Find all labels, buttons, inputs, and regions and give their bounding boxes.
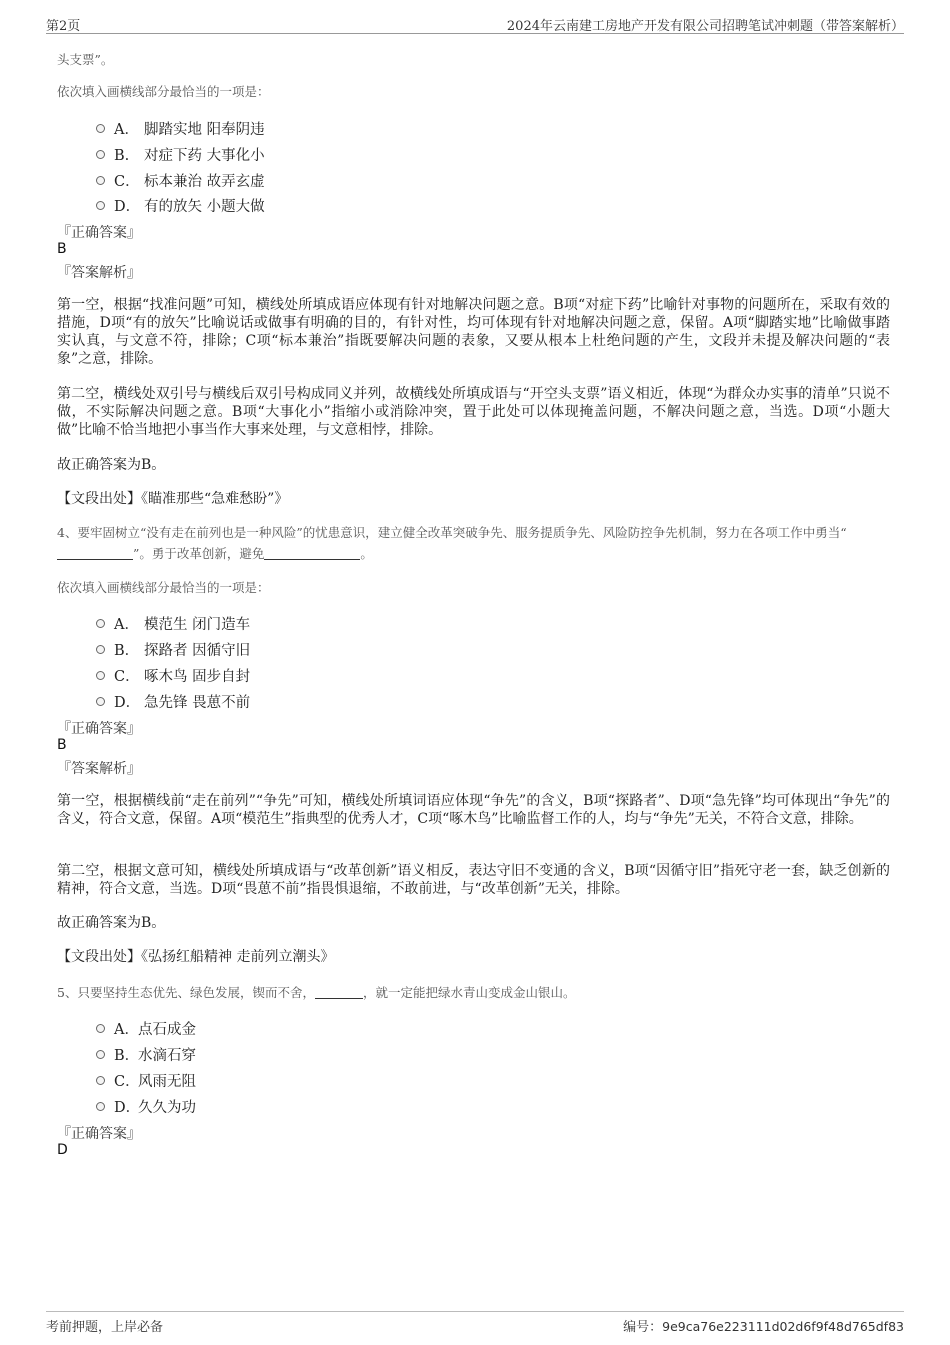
q5-stem-start: 5、只要坚持生态优先、绿色发展，锲而不舍， — [57, 985, 315, 1000]
q4-option-d[interactable] — [96, 691, 250, 712]
option-letter: D． — [114, 199, 141, 215]
radio-icon[interactable] — [96, 1102, 105, 1111]
q5-stem-end: ，就一定能把绿水青山变成金山银山。 — [362, 985, 576, 1000]
option-letter: A． — [114, 1022, 139, 1038]
answer-blank — [57, 547, 133, 560]
q3-prompt: 依次填入画横线部分最恰当的一项是： — [57, 84, 270, 99]
q4-answer: B — [57, 737, 67, 753]
continuation-text: 头支票”。 — [57, 52, 114, 67]
q4-source: 【文段出处】《弘扬红船精神 走前列立潮头》 — [57, 949, 335, 965]
option-letter: A． — [114, 617, 139, 633]
document-title: 2024年云南建工房地产开发有限公司招聘笔试冲刺题（带答案解析） — [506, 19, 904, 34]
q4-conclusion: 故正确答案为B。 — [57, 915, 166, 931]
q4-analysis-paragraph-2: 第二空，根据文意可知，横线处所填成语与“改革创新”语义相反，表达守旧不变通的含义，B项“因循守旧”指死守老一套，缺乏创新的精神，符合文意，当选。D项“畏葸不前”指畏惧退缩，不敢前进，与“改革创新”无关，排除。 — [57, 863, 890, 897]
q3-answer-label: 『正确答案』 — [57, 225, 141, 241]
page-number: 第2页 — [46, 19, 81, 34]
q5-stem — [57, 983, 575, 1001]
q4-option-b[interactable] — [96, 639, 250, 660]
option-letter: B. — [114, 148, 130, 164]
q3-analysis-label: 『答案解析』 — [57, 265, 141, 281]
option-text: 探路者 因循守旧 — [144, 643, 251, 659]
radio-icon[interactable] — [96, 1050, 105, 1059]
option-text: 点石成金 — [138, 1022, 196, 1038]
code-value: 9e9ca76e223111d02d6f9f48d765df83 — [662, 1319, 904, 1334]
option-letter: C． — [114, 1074, 140, 1090]
q5-option-d[interactable] — [96, 1096, 196, 1117]
document-code — [623, 1316, 904, 1335]
page-footer — [46, 1311, 904, 1334]
footer-slogan: 考前押题，上岸必备 — [46, 1320, 164, 1335]
option-letter: D． — [114, 695, 141, 711]
q5-option-c[interactable] — [96, 1070, 196, 1091]
option-text: 有的放矢 小题大做 — [144, 199, 265, 215]
q3-answer: B — [57, 241, 67, 257]
q5-option-b[interactable] — [96, 1044, 196, 1065]
option-text: 急先锋 畏葸不前 — [144, 695, 251, 711]
option-text: 脚踏实地 阳奉阴违 — [144, 122, 265, 138]
option-text: 标本兼治 故弄玄虚 — [144, 174, 265, 190]
radio-icon[interactable] — [96, 671, 105, 680]
q4-analysis-paragraph-1: 第一空，根据横线前“走在前列”“争先”可知，横线处所填词语应体现“争先”的含义，B项“探路者”、D项“急先锋”均可体现出“争先”的含义，符合文意，保留。A项“模范生”指典型的优秀人才，C项“啄木鸟”比喻监督工作的人，均与“争先”无关，不符合文意，排除。 — [57, 793, 890, 827]
radio-icon[interactable] — [96, 619, 105, 628]
option-text: 久久为功 — [138, 1100, 196, 1116]
q4-analysis-label: 『答案解析』 — [57, 761, 141, 777]
q4-option-a[interactable] — [96, 613, 250, 634]
option-text: 水滴石穿 — [138, 1048, 196, 1064]
q4-stem-line1: 4、要牢固树立“没有走在前列也是一种风险”的忧患意识，建立健全改革突破争先、服务提质争先、风险防控争先机制，努力在各项工作中勇当“ — [57, 525, 847, 540]
q4-option-c[interactable] — [96, 665, 250, 686]
radio-icon[interactable] — [96, 201, 105, 210]
radio-icon[interactable] — [96, 697, 105, 706]
radio-icon[interactable] — [96, 124, 105, 133]
answer-blank — [264, 547, 360, 560]
q3-conclusion: 故正确答案为B。 — [57, 457, 166, 473]
q3-source: 【文段出处】《瞄准那些“急难愁盼”》 — [57, 491, 289, 507]
radio-icon[interactable] — [96, 176, 105, 185]
q4-stem-line2 — [57, 544, 373, 562]
option-letter: A． — [114, 122, 139, 138]
q3-option-a[interactable] — [96, 118, 265, 139]
answer-blank — [315, 986, 363, 999]
option-text: 对症下药 大事化小 — [144, 148, 265, 164]
q4-stem-end: 。 — [360, 546, 373, 561]
option-text: 啄木鸟 固步自封 — [144, 669, 251, 685]
q3-option-c[interactable] — [96, 170, 265, 191]
radio-icon[interactable] — [96, 150, 105, 159]
q4-answer-label: 『正确答案』 — [57, 721, 141, 737]
option-letter: B． — [114, 1048, 140, 1064]
q5-answer: D — [57, 1142, 68, 1158]
option-letter: C． — [114, 669, 140, 685]
radio-icon[interactable] — [96, 1076, 105, 1085]
option-text: 模范生 闭门造车 — [144, 617, 251, 633]
option-letter: D． — [114, 1100, 141, 1116]
option-text: 风雨无阻 — [138, 1074, 196, 1090]
q4-stem-mid: ”。勇于改革创新，避免 — [133, 546, 265, 561]
q3-option-b[interactable] — [96, 144, 265, 165]
q3-analysis-paragraph-1: 第一空，根据“找准问题”可知，横线处所填成语应体现有针对地解决问题之意。B项“对症下药”比喻针对事物的问题所在，采取有效的措施，D项“有的放矢”比喻说话或做事有明确的目的，有针对性，均可体现有针对地解决问题之意，保留。A项“脚踏实地”比喻做事踏实认真，与文意不符，排除；C项“标本兼治”指既要解决问题的表象，又要从根本上杜绝问题的产生，文段并未提及解决问题的“表象”之意，排除。 — [57, 297, 890, 367]
page-header — [46, 13, 904, 34]
q3-analysis-paragraph-2: 第二空，横线处双引号与横线后双引号构成同义并列，故横线处所填成语与“开空头支票”语义相近，体现“为群众办实事的清单”只说不做，不实际解决问题之意。B项“大事化小”指缩小或消除冲突，置于此处可以体现掩盖问题，不解决问题之意，当选。D项“小题大做”比喻不恰当地把小事当作大事来处理，与文意相悖，排除。 — [57, 386, 890, 438]
radio-icon[interactable] — [96, 645, 105, 654]
option-letter: B． — [114, 643, 140, 659]
q4-prompt: 依次填入画横线部分最恰当的一项是： — [57, 580, 270, 595]
q5-answer-label: 『正确答案』 — [57, 1126, 141, 1142]
radio-icon[interactable] — [96, 1024, 105, 1033]
option-letter: C． — [114, 174, 140, 190]
q3-option-d[interactable] — [96, 195, 265, 216]
code-label: 编号： — [623, 1320, 663, 1335]
q5-option-a[interactable] — [96, 1018, 196, 1039]
